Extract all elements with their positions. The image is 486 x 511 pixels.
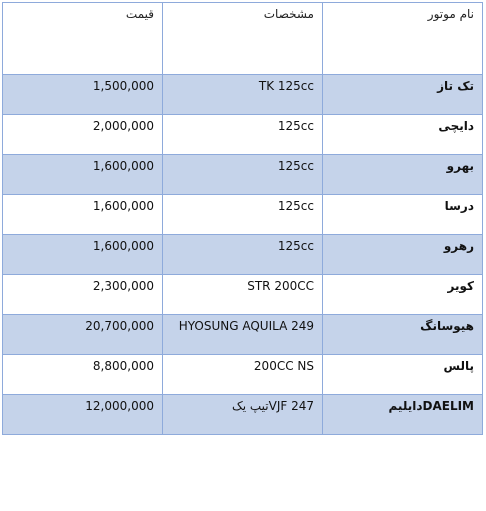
- row-price: 1,600,000: [3, 155, 163, 195]
- table-header-row: [3, 3, 483, 75]
- header-price: قیمت: [3, 3, 163, 75]
- row-spec: 125cc: [163, 155, 323, 195]
- row-price: 1,500,000: [3, 75, 163, 115]
- table-row: [3, 355, 483, 395]
- header-spec: مشخصات: [163, 3, 323, 75]
- motorcycle-price-table: [2, 2, 483, 435]
- table-row: [3, 195, 483, 235]
- row-price: 20,700,000: [3, 315, 163, 355]
- table-row: [3, 395, 483, 435]
- row-name: دایچی: [323, 115, 483, 155]
- row-spec: 125cc: [163, 235, 323, 275]
- table-row: [3, 315, 483, 355]
- row-name: بهرو: [323, 155, 483, 195]
- table-row: [3, 155, 483, 195]
- row-spec: 200CC NS: [163, 355, 323, 395]
- row-spec: HYOSUNG AQUILA 249: [163, 315, 323, 355]
- row-spec: 125cc: [163, 195, 323, 235]
- row-spec: TK 125cc: [163, 75, 323, 115]
- row-price: 1,600,000: [3, 195, 163, 235]
- header-name: نام موتور: [323, 3, 483, 75]
- row-price: 2,300,000: [3, 275, 163, 315]
- table-row: [3, 275, 483, 315]
- table-row: [3, 115, 483, 155]
- row-price: 2,000,000: [3, 115, 163, 155]
- row-name: تک تاز: [323, 75, 483, 115]
- row-spec: STR 200CC: [163, 275, 323, 315]
- row-price: 12,000,000: [3, 395, 163, 435]
- row-name: درسا: [323, 195, 483, 235]
- row-name: رهرو: [323, 235, 483, 275]
- row-name: کویر: [323, 275, 483, 315]
- row-spec: 125cc: [163, 115, 323, 155]
- row-name: هیوسانگ: [323, 315, 483, 355]
- row-price: 8,800,000: [3, 355, 163, 395]
- row-price: 1,600,000: [3, 235, 163, 275]
- row-name: پالس: [323, 355, 483, 395]
- table-row: [3, 75, 483, 115]
- table-row: [3, 235, 483, 275]
- row-name: DAELIMدایلیم: [323, 395, 483, 435]
- row-spec: VJF 247تیپ یک: [163, 395, 323, 435]
